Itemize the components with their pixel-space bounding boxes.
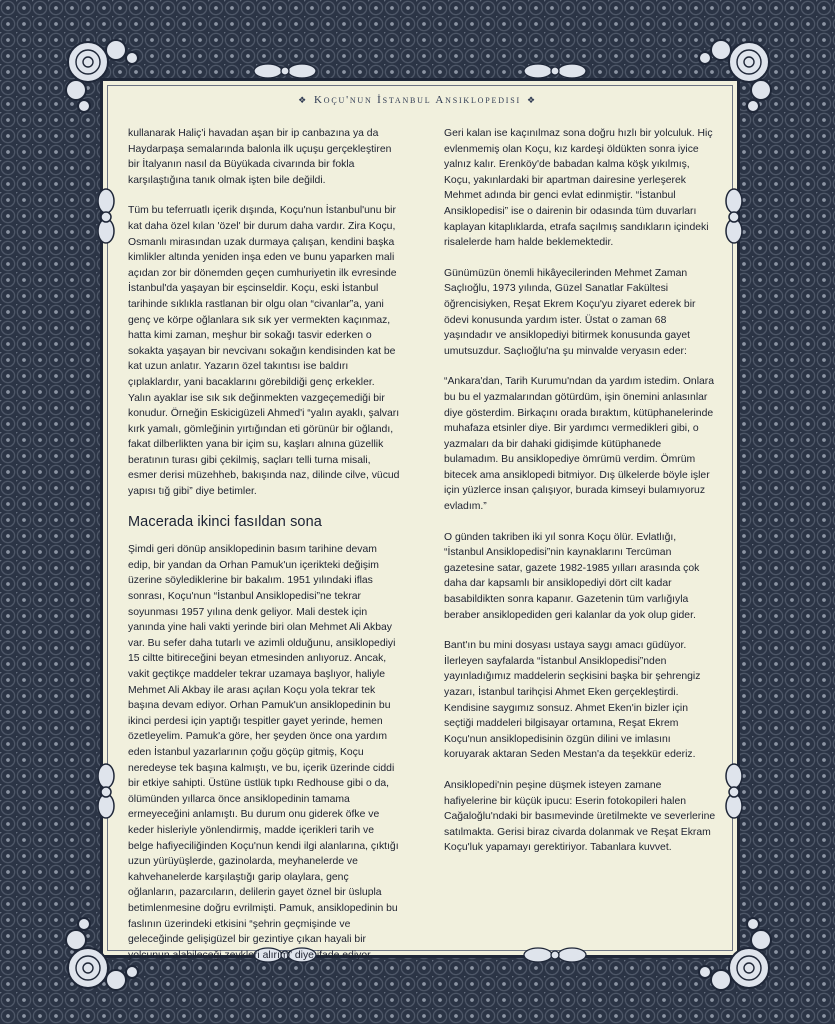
bottom-ornament-right <box>520 944 590 966</box>
paragraph: Tüm bu teferruatlı içerik dışında, Koçu'nun İstanbul'unu bir kat daha özel kılan 'özel' bir durum daha vardır. Zira Koçu, Osmanlı mirasından uzak durmaya çalışan, kendini başka kimlikler altında yeniden inşa eden ve bunu yaparken mali açıdan zor bir dönemden geçen cumhuriyetin ilk evresinde İstanbul'da yaşayan bir eşcinseldir. Koçu, eski İstanbul tarihinde sıklıkla rastlanan bir olgu olan “civanlar”a, yani genç ve körpe oğlanlara sık sık yer vermekten kaçınmaz, hatta kimi zaman, meşhur bir sokağı tasvir ederken o sokakta yaşayan bir nevcivanı sokağın kendisinden kat be kat uzun anlatır. Yazarın özel takıntısı ise baldırı çıplaklardır, yani bacaklarını görebildiği genç erkekler. Yalın ayaklar ise sık sık değinmekten vazgeçemediği bir konudur. Örneğin Eskicigüzeli Ahmed'i “yalın ayaklı, şalvarı kırk yamalı, gömleğinin yırtığından eti görünür bir oğlandı, fakat dilberlikten yana bir içim su, kaşları alnına güzellik beratının turası gibi çekilmiş, saçları telli turna misali, esmer derisi müzehheb, bakışında naz, dilinde cilve, vücud yapısı tığ gibi” diye betimler. <box>128 205 400 498</box>
side-ornament-left-upper <box>93 185 119 249</box>
side-ornament-right-lower <box>721 760 747 824</box>
side-ornament-left-lower <box>93 760 119 824</box>
paragraph: Şimdi geri dönüp ansiklopedinin basım tarihine devam edip, bir yandan da Orhan Pamuk'un içerikteki değişim üzerine söylediklerine bir bakalım. 1951 yılındaki iflas sonrası, Koçu'nun “İstanbul Ansiklopedisi”ne tekrar soyunması 1957 yılına denk geliyor. Mali destek için yanında yine hali vakti yerinde biri olan Mehmet Ali Akbay var. Bu sefer daha tutarlı ve azimli olduğunu, ansiklopediyi 15 ciltte bitireceğini beyan etmesinden anlıyoruz. Ancak, vakit geçtikçe maddeler tekrar uzamaya başlıyor, haliyle Mehmet Ali Akbay ile arası açılan Koçu yola tekrar tek başına devam ediyor. Orhan Pamuk'un ansiklopedinin bu ikinci perdesi için yaptığı tespitler gayet yerinde, hemen özetleyelim. Pamuk'a göre, her şeyden önce ona yardım eden İstanbul yazarlarının çoğu göçüp gitmiş, Koçu neredeyse tek başına kalmıştı, ve bu, içerik üzerinde ciddi bir etkiye sahipti. Üstüne üstlük tıpkı Redhouse gibi o da, ölümünden yıllarca önce ansiklopedinin tamama ermeyeceğini anlamıştı. Bu durum onu giderek öfke ve keder hisleriyle yönlendirmiş, madde içerikleri tarih ve belge hafiyeciliğinden Koçu'nun kendi ilgi alanlarına, çıktığı uzun yürüyüşlerde, gazinolarda, meyhanelerde ve kahvehanelerde karşılaştığı garip olaylara, genç oğlanların, pazarcıların, delilerin gayet öznel bir üslupla betimlenmesine doğru evrilmişti. Pamuk, ansiklopedinin bu faslının üzerindeki etkisini “şehrin geçmişinde ve geleceğinde gelişigüzel bir gezintiye çıkan hayali bir yolcunun alabileceği zevkleri alırım” diye ifade ediyor. <box>128 544 399 961</box>
corner-ornament-top-right <box>689 36 775 122</box>
header-ornament-left-icon: ❖ <box>298 95 309 105</box>
paragraph: Geri kalan ise kaçınılmaz sona doğru hızlı bir yolculuk. Hiç evlenmemiş olan Koçu, kız kardeşi öldükten sonra iyice yalnız kalır. Erenköy'de babadan kalma köşk yıkılmış, Koçu, yakınlardaki bir apartman dairesine yerleşerek Mehmet adında bir genci evlat edinmiştir. “İstanbul Ansiklopedisi” ise o dairenin bir odasında tüm duvarları kaplayan kitaplıklarda, etrafa saçılmış sandıkların içindeki risalelerde ham halde beklemektedir. <box>444 128 713 249</box>
corner-ornament-top-left <box>62 36 148 122</box>
paragraph: O günden takriben iki yıl sonra Koçu ölür. Evlatlığı, “İstanbul Ansiklopedisi”nin kaynaklarını Tercüman gazetesine satar, gazete 1982-1985 yılları arasında çok daha dar kapsamlı bir ansiklopediyi dört cilt kadar basabildikten sonra kapanır. Gazetenin tüm varlığıyla beraber ansiklopediden geri kalanlar da yok olup gider. <box>444 531 700 621</box>
running-header-title: Koçu'nun İstanbul Ansiklopedisi <box>314 94 521 106</box>
quote-paragraph: “Ankara'dan, Tarih Kurumu'ndan da yardım istedim. Onlara bu bu el yazmalarından götürdüm, işin önemini anlasınlar diye gösterdim. Birkaçını orada bıraktım, kütüphanelerinde muhafaza etsinler diye. Bir yardımcı vermedikleri gibi, o yazmaları da bir dahaki gidişimde kütüphanede bulamadım. Bu ansiklopediye ömrümü verdim. Ömrüm bitecek ama ansiklopedi bitmiyor. Dış ülkelerde böyle işler için yüzlerce insan çalışıyor, burada kimseyi bulamıyoruz evladım.” <box>444 376 715 513</box>
header-ornament-right-icon: ❖ <box>526 95 537 105</box>
top-ornament-right <box>520 60 590 82</box>
side-ornament-right-upper <box>721 185 747 249</box>
section-heading: Macerada ikinci fasıldan sona <box>128 513 322 530</box>
right-column <box>444 126 716 871</box>
corner-ornament-bottom-right <box>689 908 775 994</box>
paragraph: Ansiklopedi'nin peşine düşmek isteyen zamane hafiyelerine bir küçük ipucu: Eserin fotokopileri halen Cağaloğlu'ndaki bir basımevinde üretilmekte ve severlerine satılmakta. Gerisi biraz civarda dolanmak ve Reşat Ekram Koçu'luk yapamayı gerektiriyor. Tabanlara kuvvet. <box>444 779 716 854</box>
paragraph: kullanarak Haliç'i havadan aşan bir ip canbazına ya da Haydarpaşa semalarında balonla ilk uçuşu gerçekleştiren bir İtalyanın nasıl da Büyükada civarında bir fokla karşılaştığına tanık olmak işten bile değildi. <box>128 128 392 186</box>
top-ornament-left <box>250 60 320 82</box>
running-header <box>0 94 835 106</box>
paragraph: Günümüzün önemli hikâyecilerinden Mehmet Zaman Saçlıoğlu, 1973 yılında, Güzel Sanatlar Fakültesi öğrencisiyken, Reşat Ekrem Koçu'yu ziyaret ederek bir ödevi konusunda yardım ister. Üstat o zaman 68 yaşındadır ve ansiklopediyi bitirmek konusunda gayet umutsuzdur. Saçlıoğlu'na şu minvalde veryasın eder: <box>444 267 696 357</box>
paragraph: Bant'ın bu mini dosyası ustaya saygı amacı güdüyor. İlerleyen sayfalarda “İstanbul Ansiklopedisi”nden yayınladığımız maddelerin seçkisini başka bir şehrengiz yazarı, İstanbul tarihçisi Ahmet Eken gerçekleştirdi. Kendisine saygımız sonsuz. Ahmet Eken'in bizler için seçtiği maddeleri bilgisayar ortamına, Reşat Ekrem Koçu'nun ansiklopedisinin özgün dilini ve imlasını koruyarak aktaran Seden Mestan'a da teşekkür ederiz. <box>444 640 701 761</box>
left-column <box>128 126 400 978</box>
